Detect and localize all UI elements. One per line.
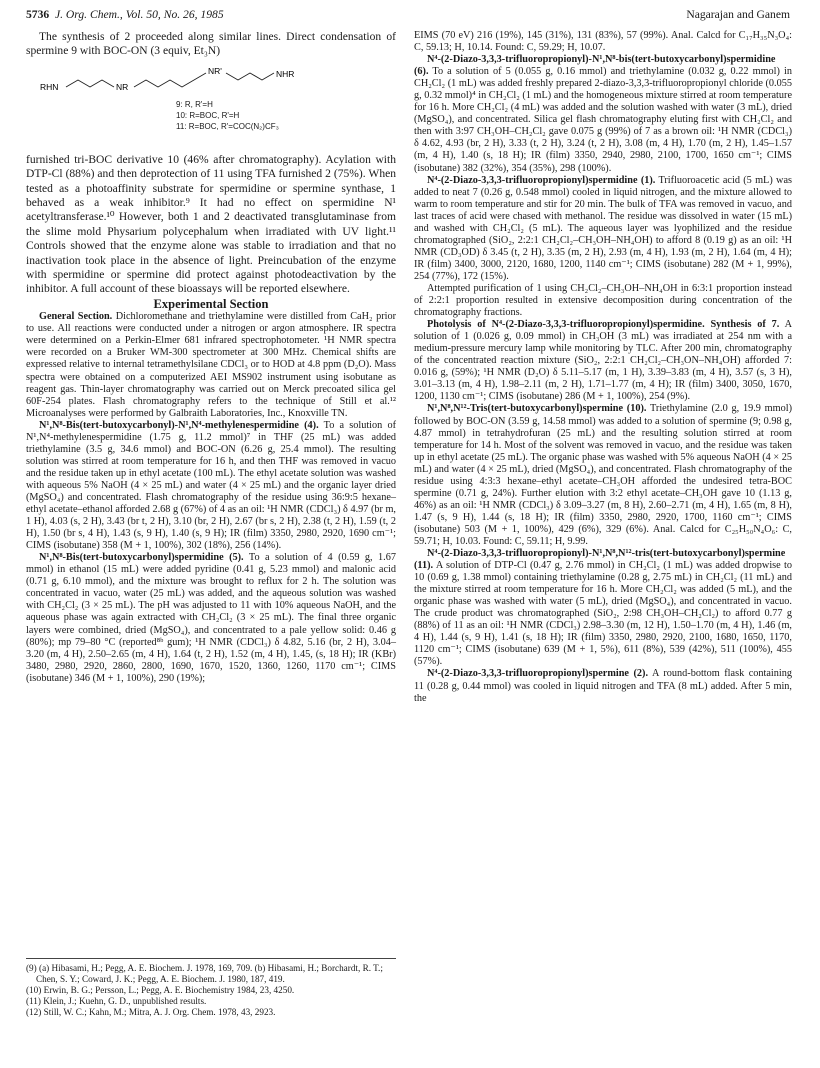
section-title: Experimental Section bbox=[153, 296, 269, 311]
compound-1-paragraph: N⁴-(2-Diazo-3,3,3-trifluoropropionyl)spermidine (1). Trifluoroacetic acid (5 mL) was added to neat 7 (0.26 g, 0.548 mmol) cooled in liquid nitrogen, and the mixture allowed to warm to room temperature and stir for 20 min. The bulk of TFA was removed in vacuo, and last traces of acid were chased with methanol. The residue was dissolved in water (15 mL) and washed with CH₂Cl₂ (5 mL). The aqueous layer was lyophilized and the residue chromatographed (SiO₂, 2:2:1 CH₂Cl₂–CH₃OH–NH₄OH) to afford 8 (0.19 g) as an oil: ¹H NMR (CD₃OD) δ 3.45 (t, 2 H), 3.35 (m, 2 H), 2.93 (m, 4 H), 1.93 (m, 2 H), 1.64 (m, 4 H); IR (film) 3400, 3000, 2120, 1680, 1200, 1140 cm⁻¹; CIMS (isobutane) 282 (M + 1, 99%), 254 (77%), 172 (15%). bbox=[414, 174, 792, 282]
structure-legend bbox=[176, 99, 279, 132]
footnote-10: (10) Erwin, B. G.; Persson, L.; Pegg, A. E. Biochemistry 1984, 23, 4250. bbox=[26, 985, 295, 995]
compound-5-heading: N¹,N⁸-Bis(tert-butoxycarbonyl)spermidine (5). bbox=[39, 552, 244, 564]
compound-2-paragraph: N⁴-(2-Diazo-3,3,3-trifluoropropionyl)spermine (2). A round-bottom flask containing 11 (0.28 g, 0.44 mmol) was cooled in liquid nitrogen and TFA (8 mL) added. After 5 min, the bbox=[414, 668, 792, 704]
right-column bbox=[414, 30, 792, 705]
compound-2-heading: N⁴-(2-Diazo-3,3,3-trifluoropropionyl)spermine (2). bbox=[427, 668, 649, 680]
compound-5-paragraph: N¹,N⁸-Bis(tert-butoxycarbonyl)spermidine (5). To a solution of 4 (0.59 g, 1.67 mmol) in ethanol (15 mL) were added pyridine (0.41 g, 5.23 mmol) and malonic acid (0.71 g, 6.10 mmol), and the mixture was brought to reflux for 2 h. The solution was concentrated in vacuo, water (25 mL) was added, and the aqueous solution was washed with CH₂Cl₂ (3 × 25 mL). The pH was adjusted to 11 with 10% aqueous NaOH, and the aqueous phase was again extracted with CH₂Cl₂ (3 × 25 mL). The final three organic layers were combined, dried (MgSO₄), and concentrated to a pale yellow solid: 0.46 g (80%); mp 79–80 °C (reported⁸ᵇ gum); ¹H NMR (CDCl₃) δ 4.82, 5.16 (br, 2 H), 3.04–3.20 (m, 4 H), 2.50–2.65 (m, 4 H), 1.64 (t, 2 H), 1.52 (m, 4 H), 1.45, (s, 18 H); IR (KBr) 3480, 2980, 2920, 2860, 2800, 1690, 1670, 1520, 1360, 1260, 1170 cm⁻¹; CIMS (isobutane) 346 (M + 1, 100%), 290 (19%); bbox=[26, 552, 396, 684]
chain-label-nr-prime: NR' bbox=[208, 65, 222, 76]
footnote-12: (12) Still, W. C.; Kahn, M.; Mitra, A. J. Org. Chem. 1978, 43, 2923. bbox=[26, 1007, 276, 1017]
footnote-9: (9) (a) Hibasami, H.; Pegg, A. E. Biochem. J. 1978, 169, 709. (b) Hibasami, H.; Borchardt, R. T.; Chen, S. Y.; Coward, J. K.; Pegg, A. E. Biochem. J. 1980, 187, 419. bbox=[26, 963, 383, 984]
compound-11-paragraph: N⁴-(2-Diazo-3,3,3-trifluoropropionyl)-N¹,N⁸,N¹²-tris(tert-butoxycarbonyl)spermine (11). A solution of DTP-Cl (0.47 g, 2.76 mmol) in CH₂Cl₂ (1 mL) was added dropwise to 10 (0.69 g, 1.38 mmol) containing triethylamine (0.28 g, 2.75 mL) in CH₂Cl₂ (11 mL) and the mixture stirred at room temperature for 16 h. More CH₂Cl₂ was added (5 mL), and the organic phase was washed with water (5 mL), dried (MgSO₄), and concentrated in vacuo. The crude product was chromatographed (SiO₂, 2:98 CH₃OH–CH₂Cl₂) to afford 0.77 g (88%) of 11 as an oil: ¹H NMR (CDCl₃) 2.98–3.30 (m, 12 H), 1.50–1.70 (m, 4 H), 1.46 (m, 4 H), 1.44 (s, 9 H), 1.41 (s, 18 H); IR (film) 3350, 2980, 2920, 2100, 1680, 1650, 1170, 1120 cm⁻¹; CIMS (isobutane) 639 (M + 1, 5%), 611 (8%), 539 (42%), 511 (100%), 455 (57%). bbox=[414, 548, 793, 668]
compound-10-paragraph: N¹,N⁸,N¹²-Tris(tert-butoxycarbonyl)spermine (10). Triethylamine (2.0 g, 19.9 mmol) followed by BOC-ON (3.59 g, 14.58 mmol) was added to a solution of spermine (9; 0.98 g, 4.87 mmol) in tetrahydrofuran (25 mL) and the resulting solution stirred at room temperature for 14 h. Most of the solvent was removed in vacuo, and the residue was taken up in ethyl acetate (25 mL). The organic phase was washed with 5% aqueous NaOH (4 × 25 mL) and water (4 × 25 mL), dried (MgSO₄), and concentrated. Flash chromatography of the residue using 4:3:3 hexane–ethyl acetate–CH₃OH afforded the undesired tetra-BOC spermine (0.71 g, 24%). Further elution with 3:2 ethyl acetate–CH₃OH gave 10 (1.13 g, 46%) as an oil: ¹H NMR (CDCl₃) δ 3.09–3.27 (m, 8 H), 2.60–2.71 (m, 4 H), 1.65 (m, 8 H), 1.47 (s, 9 H), 1.44 (s, 18 H); IR (film) 3350, 2980, 2920, 1700, 1160 cm⁻¹; CIMS (isobutane) 503 (M + 1, 100%), 429 (6%), 329 (6%). Anal. Calcd for C₂₅H₅₀N₄O₆: C, 59.71; H, 10.03. Found: C, 59.11; H, 9.99. bbox=[414, 403, 792, 547]
experimental-text bbox=[26, 311, 396, 684]
compound-4-paragraph: N¹,N⁸-Bis(tert-butoxycarbonyl)-N¹,N⁴-methylenespermidine (4). To a solution of N¹,N⁴-methylenespermidine (1.75 g, 11.2 mmol)⁷ in THF (25 mL) was added triethylamine (3.5 g, 34.6 mmol) and BOC-ON (6.26 g, 25.4 mmol). The resulting solution was stirred at room temperature for 16 h, and then THF was removed in vacuo and the residue taken up in ethyl acetate (100 mL). The ethyl acetate solution was washed with aqueous 5% NaOH (4 × 25 mL) and water (4 × 25 mL) and the organic layer dried (MgSO₄) and concentrated. Flash chromatography of the residue using 36:9:5 hexane–ethyl acetate–ethanol afforded 2.68 g (67%) of 4 as an oil: ¹H NMR (CDCl₃) δ 4.97 (br m, 1 H), 4.03 (s, 2 H), 3.43 (br t, 2 H), 3.10 (br, 2 H), 2.67 (br s, 2 H), 2.38 (t, 2 H), 1.59 (t, 2 H), 1.50 (br s, 4 H), 1.43 (s, 9 H), 1.40 (s, 9 H); IR (film) 3350, 2980, 2920, 1690 cm⁻¹; CIMS (isobutane) 358 (M + 1, 100%), 302 (18%), 256 (14%). bbox=[26, 419, 396, 552]
footnote-11: (11) Klein, J.; Kuehn, G. D., unpublished results. bbox=[26, 996, 207, 1006]
compound-11-heading: N⁴-(2-Diazo-3,3,3-trifluoropropionyl)-N¹,N⁸,N¹²-tris(tert-butoxycarbonyl)spermine (11). bbox=[414, 548, 786, 572]
legend-entry-10: 10: R=BOC, R'=H bbox=[176, 110, 240, 120]
running-authors: Nagarajan and Ganem bbox=[686, 8, 790, 21]
chain-label-nr: NR bbox=[116, 81, 129, 92]
compound-5-continuation: EIMS (70 eV) 216 (19%), 145 (31%), 131 (83%), 57 (99%). Anal. Calcd for C₁₇H₃₅N₃O₄: C, 59.13; H, 10.14. Found: C, 59.29; H, 10.07. bbox=[414, 30, 792, 54]
compound-4-heading: N¹,N⁸-Bis(tert-butoxycarbonyl)-N¹,N⁴-methylenespermidine (4). bbox=[39, 419, 319, 431]
body-paragraph: furnished tri-BOC derivative 10 (46% after chromatography). Acylation with DTP-Cl (88%) and then deprotection of 11 using TFA furnished 2 (75%). When tested as a photoaffinity substrate for spermidine or spermine synthase, 1 behaved as a weak inhibitor.⁹ It had no effect on spermidine N¹ acetyltransferase.¹⁰ However, both 1 and 2 deactivated transglutaminase from the slime mold Physarium polycephalum when irradiated with UV light.¹¹ Controls showed that the enzyme alone was stable to irradiation and that no inactivation took place in the absence of light. Preincubation of the enzyme with spermidine or spermine did protect against photodeactivation by the inhibitor. A full account of these bioassays will be reported elsewhere. bbox=[26, 153, 396, 296]
compound-6-heading: N⁴-(2-Diazo-3,3,3-trifluoropropionyl)-N¹,N⁸-bis(tert-butoxycarbonyl)spermidine (6). bbox=[414, 54, 776, 78]
spermine-structure-figure bbox=[36, 65, 396, 143]
compound-10-heading: N¹,N⁸,N¹²-Tris(tert-butoxycarbonyl)spermine (10). bbox=[427, 403, 647, 415]
intro-paragraph: The synthesis of 2 proceeded along similar lines. Direct condensation of spermine 9 with BOC-ON (3 equiv, Et₃N) bbox=[26, 31, 396, 58]
compound-6-paragraph: N⁴-(2-Diazo-3,3,3-trifluoropropionyl)-N¹,N⁸-bis(tert-butoxycarbonyl)spermidine (6). To a solution of 5 (0.055 g, 0.16 mmol) and triethylamine (0.032 g, 0.22 mmol) in CH₂Cl₂ (1 mL) was added freshly prepared 2-diazo-3,3,3-trifluoropropionyl chloride (0.055 g, 0.32 mmol)⁴ in CH₂Cl₂ (1 mL) and the homogeneous mixture stirred at room temperature for 16 h. More CH₂Cl₂ (4 mL) was added and the solution washed with water (3 mL), dried (MgSO₄), and concentrated. Silica gel flash chromatography eluting first with CH₂Cl₂ and then with 3:97 CH₃OH–CH₂Cl₂ gave 0.075 g (99%) of 7 as a brown oil: ¹H NMR (CDCl₃) δ 4.62, 4.93 (br, 2 H), 3.33 (t, 2 H), 3.24 (t, 2 H), 3.08 (m, 4 H), 1.70 (m, 2 H), 1.45–1.57 (m, 4 H), 1.40 (s, 18 H); IR (film) 3350, 2940, 2980, 2100, 1700, 1650 cm⁻¹; CIMS (isobutane) 382 (32%), 354 (35%), 298 (100%). bbox=[414, 54, 792, 174]
compound-1-note: Attempted purification of 1 using CH₂Cl₂–CH₃OH–NH₄OH in 6:3:1 proportion instead of 2:2:1 proportion resulted in extensive decomposition during concentration of the chromatography fractions. bbox=[414, 282, 792, 319]
legend-entry-9: 9: R, R'=H bbox=[176, 99, 213, 109]
footnotes bbox=[26, 958, 396, 1018]
journal-citation: J. Org. Chem., Vol. 50, No. 26, 1985 bbox=[54, 8, 224, 21]
legend-entry-11: 11: R=BOC, R'=COC(N₂)CF₃ bbox=[176, 121, 279, 131]
photolysis-paragraph: Photolysis of N⁴-(2-Diazo-3,3,3-trifluoropropionyl)spermidine. Synthesis of 7. A solution of 1 (0.026 g, 0.09 mmol) in CH₃OH (3 mL) was irradiated at 254 nm with a medium-pressure mercury lamp while monitoring by TLC. After 200 min, chromatography of the concentrated reaction mixture (SiO₂, 2:2:1 CH₂Cl₂–CH₃ON–NH₄OH) afforded 7: 0.016 g, (59%); ¹H NMR (D₂O) δ 5.11–5.17 (m, 1 H), 3.39–3.83 (m, 4 H), 3.57 (s, 3 H), 3.01–3.13 (m, 4 H), 1.98–2.11 (m, 2 H), 1.71–1.77 (m, 4 H); IR (film) 3400, 3050, 1670, 1200, 1130 cm⁻¹; CIMS (isobutane) 286 (M + 1, 100%), 254 (9%). bbox=[414, 319, 792, 403]
chain-label-nhr: NHR bbox=[276, 68, 295, 79]
page-header bbox=[26, 8, 790, 26]
compound-1-heading: N⁴-(2-Diazo-3,3,3-trifluoropropionyl)spermidine (1). bbox=[427, 174, 656, 186]
general-paragraph: General Section. Dichloromethane and triethylamine were distilled from CaH₂ prior to use. All reactions were conducted under a nitrogen or argon atmosphere. IR spectra were determined on a Perkin-Elmer 681 infrared spectrophotometer. ¹H NMR spectra were recorded on a Bruker WM-300 spectrometer at 300 MHz. Chemical shifts are expressed relative to internal tetramethylsilane CDCl₃ or to HOD at 4.8 ppm (D₂O). Mass spectra were obtained on a computerized AEI MS902 instrument using isobutane as reagent gas. Thin-layer chromatography was carried out on Merck precoated silica gel 60F-254 plates. Flash chromatography refers to the technique of Still et al.¹² Microanalyses were performed by Galbraith Laboratories, Inc., Knoxville TN. bbox=[26, 311, 396, 419]
left-column bbox=[26, 30, 396, 685]
photolysis-heading: Photolysis of N⁴-(2-Diazo-3,3,3-trifluoropropionyl)spermidine. Synthesis of 7. bbox=[427, 319, 780, 331]
chain-label-rhn: RHN bbox=[40, 81, 59, 92]
footnote-rule bbox=[26, 958, 396, 959]
general-heading: General Section. bbox=[39, 311, 113, 323]
page-number: 5736 bbox=[26, 8, 50, 21]
